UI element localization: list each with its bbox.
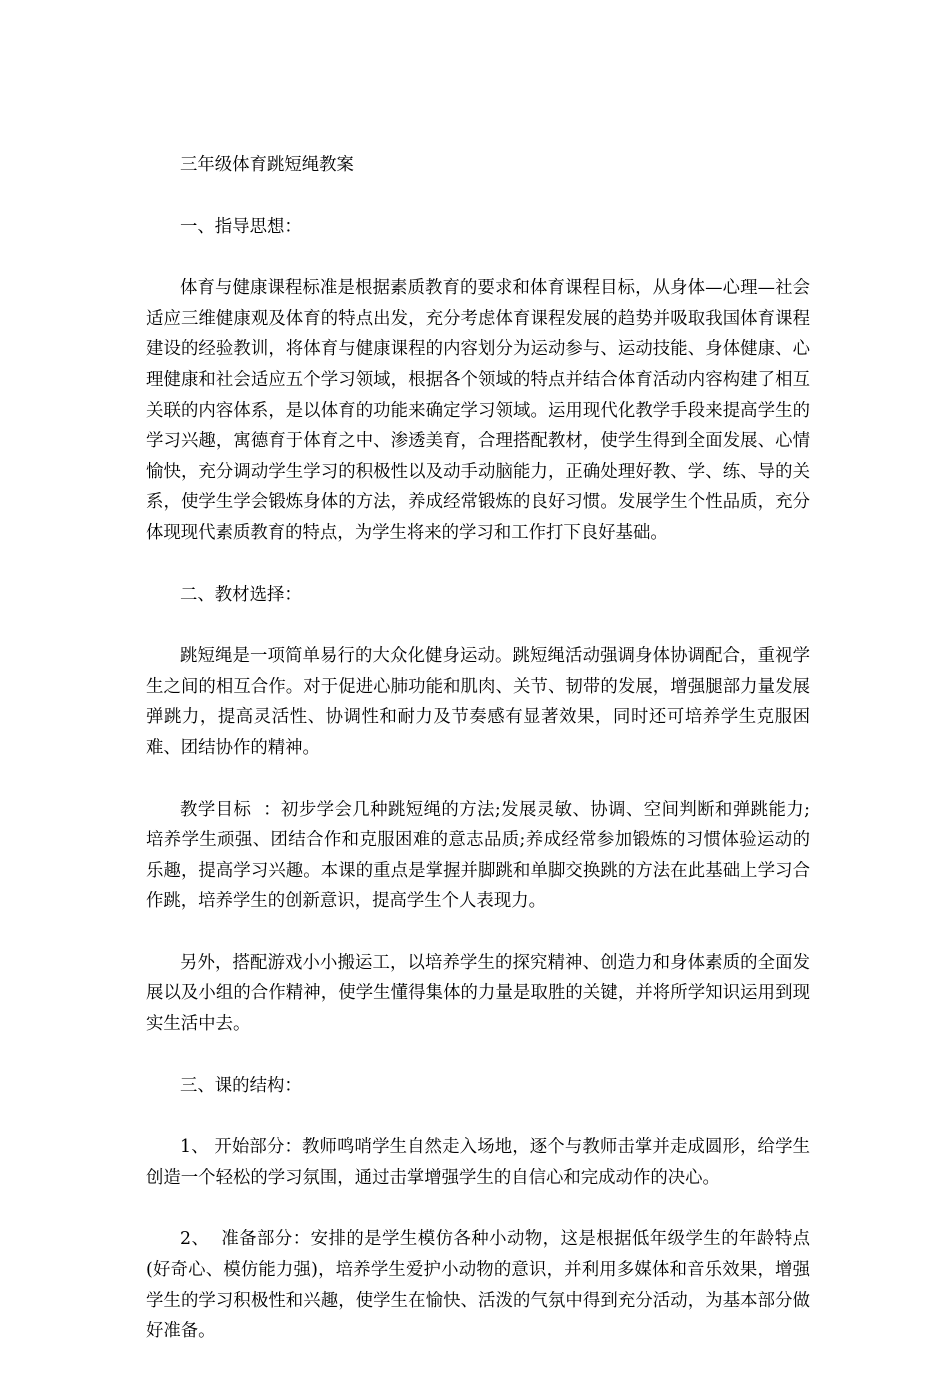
paragraph-game: 另外，搭配游戏小小搬运工，以培养学生的探究精神、创造力和身体素质的全面发展以及小组的合作精神，使学生懂得集体的力量是取胜的关键，并将所学知识运用到现实生活中去。 (146, 952, 810, 1035)
section-heading-material-selection: 二、教材选择： (180, 584, 302, 605)
paragraph-start-part: 1、 开始部分：教师鸣哨学生自然走入场地，逐个与教师击掌并走成圆形，给学生创造一个轻松的学习氛围，通过击掌增强学生的自信心和完成动作的决心。 (146, 1137, 810, 1188)
paragraph-material-selection: 跳短绳是一项简单易行的大众化健身运动。跳短绳活动强调身体协调配合，重视学生之间的相互合作。对于促进心肺功能和肌肉、关节、韧带的发展，增强腿部力量发展弹跳力，提高灵活性、协调性和耐力及节奏感有显著效果，同时还可培养学生克服困难、团结协作的精神。 (146, 646, 810, 758)
paragraph-preparation-part: 2、 准备部分：安排的是学生模仿各种小动物，这是根据低年级学生的年龄特点(好奇心、模仿能力强)，培养学生爱护小动物的意识，并利用多媒体和音乐效果，增强学生的学习积极性和兴趣，使学生在愉快、活泼的气氛中得到充分活动，为基本部分做好准备。 (146, 1229, 810, 1342)
document-title: 三年级体育跳短绳教案 (180, 155, 354, 175)
section-heading-lesson-structure: 三、课的结构： (180, 1075, 302, 1096)
paragraph-teaching-goals: 教学目标 ：初步学会几种跳短绳的方法;发展灵敏、协调、空间判断和弹跳能力;培养学生顽强、团结合作和克服困难的意志品质;养成经常参加锻炼的习惯体验运动的乐趣，提高学习兴趣。本课的重点是掌握并脚跳和单脚交换跳的方法在此基础上学习合作跳，培养学生的创新意识，提高学生个人表现力。 (146, 799, 810, 912)
section-heading-guiding-ideology: 一、指导思想： (180, 216, 302, 237)
document-page (146, 150, 810, 1378)
paragraph-guiding-ideology: 体育与健康课程标准是根据素质教育的要求和体育课程目标，从身体—心理—社会适应三维健康观及体育的特点出发，充分考虑体育课程发展的趋势并吸取我国体育课程建设的经验教训，将体育与健康课程的内容划分为运动参与、运动技能、身体健康、心理健康和社会适应五个学习领域，根据各个领域的特点并结合体育活动内容构建了相互关联的内容体系，是以体育的功能来确定学习领域。运用现代化教学手段来提高学生的学习兴趣，寓德育于体育之中、渗透美育，合理搭配教材，使学生得到全面发展、心情愉快，充分调动学生学习的积极性以及动手动脑能力，正确处理好教、学、练、导的关系，使学生学会锻炼身体的方法，养成经常锻炼的良好习惯。发展学生个性品质，充分体现现代素质教育的特点，为学生将来的学习和工作打下良好基础。 (146, 278, 810, 543)
